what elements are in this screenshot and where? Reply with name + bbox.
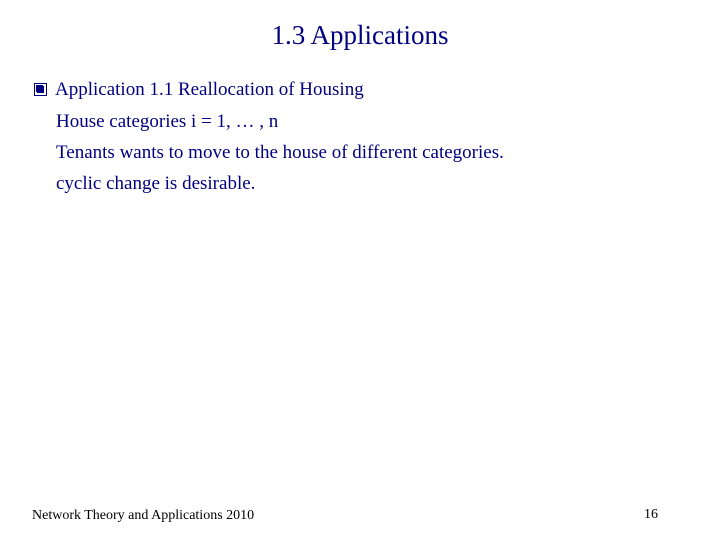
bullet-item-application bbox=[34, 79, 364, 101]
body-line-cyclic-change: cyclic change is desirable. bbox=[56, 173, 256, 194]
checkbox-square-icon bbox=[34, 83, 47, 96]
body-line-tenants: Tenants wants to move to the house of different categories. bbox=[56, 142, 504, 163]
footer-course-title: Network Theory and Applications 2010 bbox=[32, 508, 255, 523]
bullet-text: Application 1.1 Reallocation of Housing bbox=[55, 79, 364, 100]
body-line-house-categories: House categories i = 1, … , n bbox=[56, 111, 279, 132]
slide-title: 1.3 Applications bbox=[271, 20, 449, 50]
footer-page-number: 16 bbox=[644, 507, 658, 522]
